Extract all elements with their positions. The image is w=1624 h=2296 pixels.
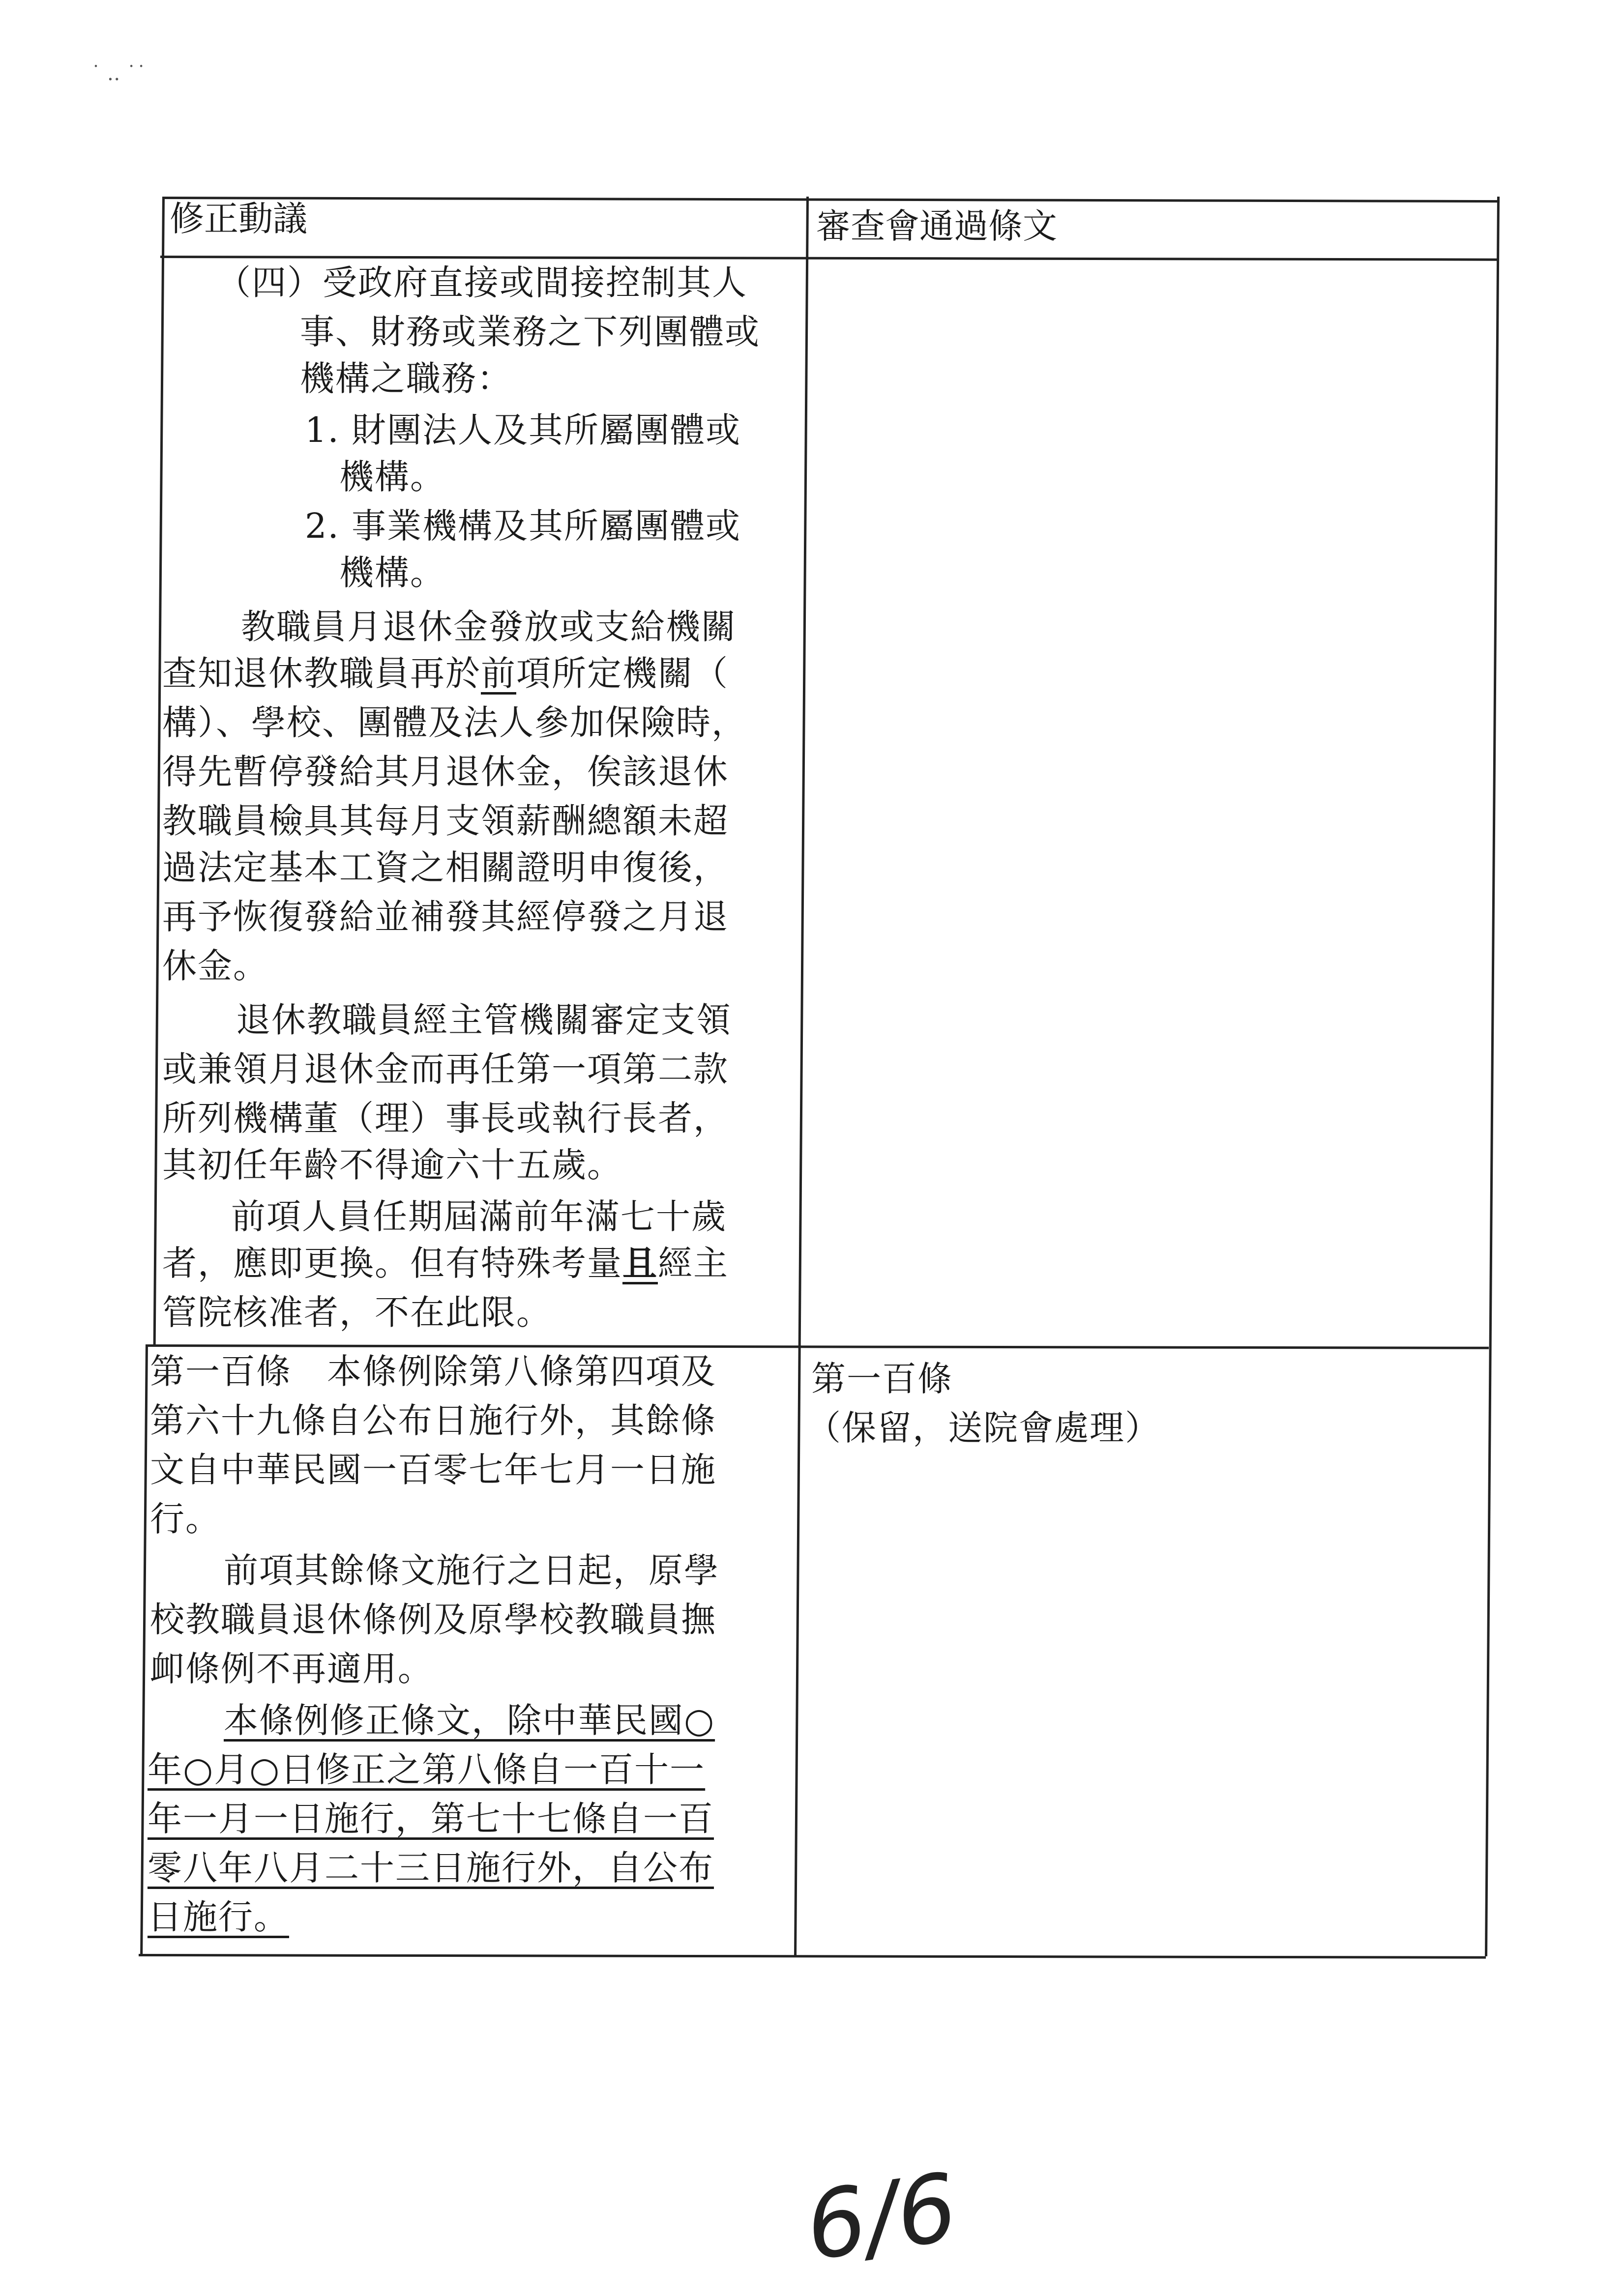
table-left-border-lower — [140, 1344, 148, 1956]
right-column-header: 審查會通過條文 — [816, 206, 1057, 246]
table-right-border — [1485, 197, 1500, 1956]
para-3-line-2: 或兼領月退休金而再任第一項第二款 — [162, 1049, 729, 1089]
article-100-para-3-line-4: 零八年八月二十三日施行外，自公布 — [148, 1848, 714, 1888]
scan-speck: ˙ ‥ ˙˙ — [91, 62, 147, 85]
item-four-line-2: 事、財務或業務之下列團體或 — [300, 312, 760, 352]
para-4-line-1: 前項人員任期屆滿前年滿七十歲 — [231, 1196, 727, 1237]
article-100-para-2-line-1: 前項其餘條文施行之日起，原學 — [224, 1550, 719, 1591]
article-100-line-4: 行。 — [150, 1499, 221, 1539]
para-3-line-1: 退休教職員經主管機關審定支領 — [236, 1000, 732, 1040]
row-divider — [146, 1344, 1489, 1349]
amended-word-qie: 且 — [622, 1243, 658, 1283]
para-4-line-3: 管院核准者，不在此限。 — [162, 1292, 552, 1333]
para-3-line-3: 所列機構董（理）事長或執行長者， — [162, 1098, 729, 1138]
para-2-line-2: 查知退休教職員再於前項所定機關（ — [162, 653, 729, 694]
para-2-line-6: 過法定基本工資之相關證明申復後， — [162, 847, 729, 888]
para-2-line-5: 教職員檢具其每月支領薪酬總額未超 — [162, 801, 729, 841]
para-2-line-4: 得先暫停發給其月退休金，俟該退休 — [162, 752, 729, 792]
article-100-para-3-line-2: 年○月○日修正之第八條自一百十一 — [148, 1749, 706, 1790]
passed-article-100-note: （保留，送院會處理） — [806, 1408, 1160, 1448]
para-2-line-3: 構）、學校、團體及法人參加保險時， — [162, 702, 747, 743]
sub-item-2-line-2: 機構。 — [339, 552, 445, 593]
sub-item-1-line-2: 機構。 — [339, 457, 445, 497]
para-2-line-1: 教職員月退休金發放或支給機關 — [241, 607, 737, 647]
page-number: 6/6 — [799, 2152, 964, 2282]
article-100-para-3-line-3: 年一月一日施行，第七十七條自一百 — [148, 1799, 714, 1839]
para-2-line-8: 休金。 — [162, 946, 268, 986]
article-100-line-3: 文自中華民國一百零七年七月一日施 — [150, 1450, 716, 1490]
para-4-line-2: 者，應即更換。但有特殊考量且經主 — [162, 1243, 729, 1283]
article-100-para-3-line-1: 本條例修正條文，除中華民國○ — [224, 1700, 715, 1741]
para-2-line-7: 再予恢復發給並補發其經停發之月退 — [162, 897, 729, 937]
left-column-header: 修正動議 — [170, 199, 307, 239]
item-four-line-3: 機構之職務： — [300, 358, 512, 399]
passed-article-100-title: 第一百條 — [811, 1359, 953, 1399]
article-100-line-1: 第一百條 本條例除第八條第四項及 — [150, 1351, 716, 1392]
article-100-para-2-line-2: 校教職員退休條例及原學校教職員撫 — [150, 1599, 716, 1640]
article-100-para-2-line-3: 卹條例不再適用。 — [150, 1649, 433, 1689]
table-bottom-border — [139, 1954, 1486, 1959]
para-3-line-4: 其初任年齡不得逾六十五歲。 — [162, 1145, 622, 1185]
article-100-para-3-line-5: 日施行。 — [148, 1897, 289, 1937]
amended-word-qian: 前 — [481, 653, 516, 694]
sub-item-2-line-1: 2. 事業機構及其所屬團體或 — [305, 506, 741, 546]
sub-item-1-line-1: 1. 財團法人及其所屬團體或 — [305, 410, 741, 450]
table-top-border — [162, 197, 1500, 203]
item-four-line-1: （四）受政府直接或間接控制其人 — [216, 262, 747, 303]
column-divider — [794, 197, 809, 1956]
article-100-line-2: 第六十九條自公布日施行外，其餘條 — [150, 1400, 716, 1441]
